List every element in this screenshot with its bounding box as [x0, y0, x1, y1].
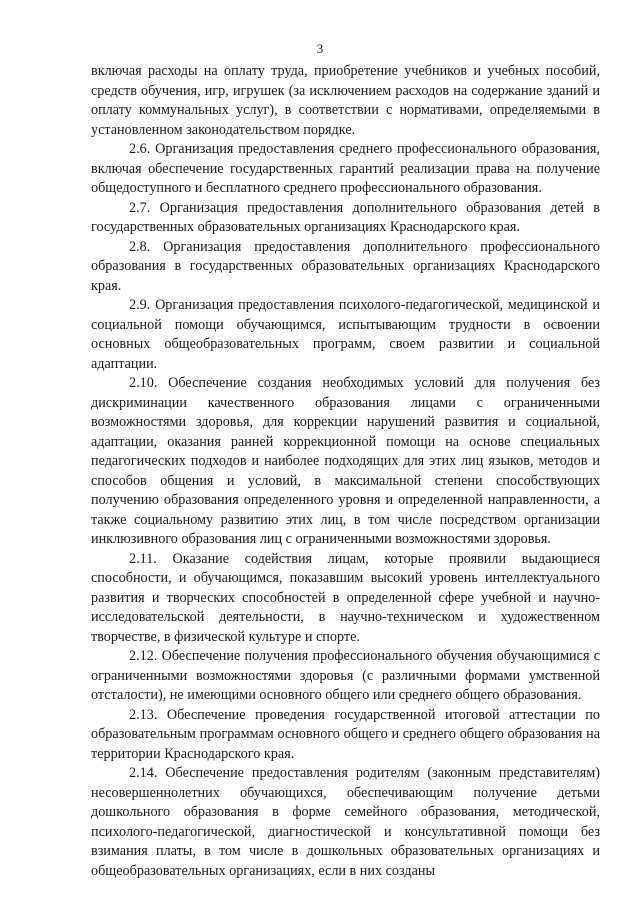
paragraph-2-14: 2.14. Обеспечение предоставления родителям (законным представителям) несовершеннолетних обучающихся, обеспечивающим получение детьми дошкольного образования в форме семейного образования, методической, психолого-педагогической, диагностической и консультативной помощи без взимания платы, в том числе в дошкольных образовательных организациях и общеобразовательных организациях, если в них созданы	[91, 765, 600, 879]
paragraph-2-12: 2.12. Обеспечение получения профессионального обучения обучающимися с ограниченными возможностями здоровья (с различными формами умственной отсталости), не имеющими основного общего или среднего общего образования.	[91, 648, 600, 703]
page-number: 3	[316, 41, 324, 56]
paragraph-2-6: 2.6. Организация предоставления среднего профессионального образования, включая обеспечение государственных гарантий реализации права на получение общедоступного и бесплатного среднего профессионального образования.	[91, 141, 600, 196]
document-body	[91, 62, 600, 881]
paragraph-2-8: 2.8. Организация предоставления дополнительного профессионального образования в государственных образовательных организациях Краснодарского края.	[91, 238, 600, 294]
paragraph-2-7: 2.7. Организация предоставления дополнительного образования детей в государственных образовательных организациях Краснодарского края.	[91, 199, 600, 235]
paragraph-2-13: 2.13. Обеспечение проведения государственной итоговой аттестации по образовательным программам основного общего и среднего общего образования на территории Краснодарского края.	[91, 706, 600, 762]
paragraph-2-11: 2.11. Оказание содействия лицам, которые проявили выдающиеся способности, и обучающимся, показавшим высокий уровень интеллектуального развития и творческих способностей в определенной сфере учебной и научно-исследовательской деятельности, в научно-техническом и художественном творчестве, в физической культуре и спорте.	[91, 550, 600, 645]
paragraph-2-9: 2.9. Организация предоставления психолого-педагогической, медицинской и социальной помощи обучающимся, испытывающим трудности в освоении основных общеобразовательных программ, своем развитии и социальной адаптации.	[91, 297, 600, 372]
paragraph-continuation: включая расходы на оплату труда, приобретение учебников и учебных пособий, средств обучения, игр, игрушек (за исключением расходов на содержание зданий и оплату коммунальных услуг), в соответствии с нормативами, определяемыми в установленном законодательством порядке.	[91, 63, 600, 138]
paragraph-2-10: 2.10. Обеспечение создания необходимых условий для получения без дискриминации качественного образования лицами с ограниченными возможностями здоровья, для коррекции нарушений развития и социальной, адаптации, оказания ранней коррекционной помощи на основе специальных педагогических подходов и наиболее подходящих для этих лиц языков, методов и способов общения и условий, в максимальной степени способствующих получению образования определенного уровня и определенной направленности, а также социальному развитию этих лиц, в том числе посредством организации инклюзивного образования лиц с ограниченными возможностями здоровья.	[91, 375, 600, 547]
